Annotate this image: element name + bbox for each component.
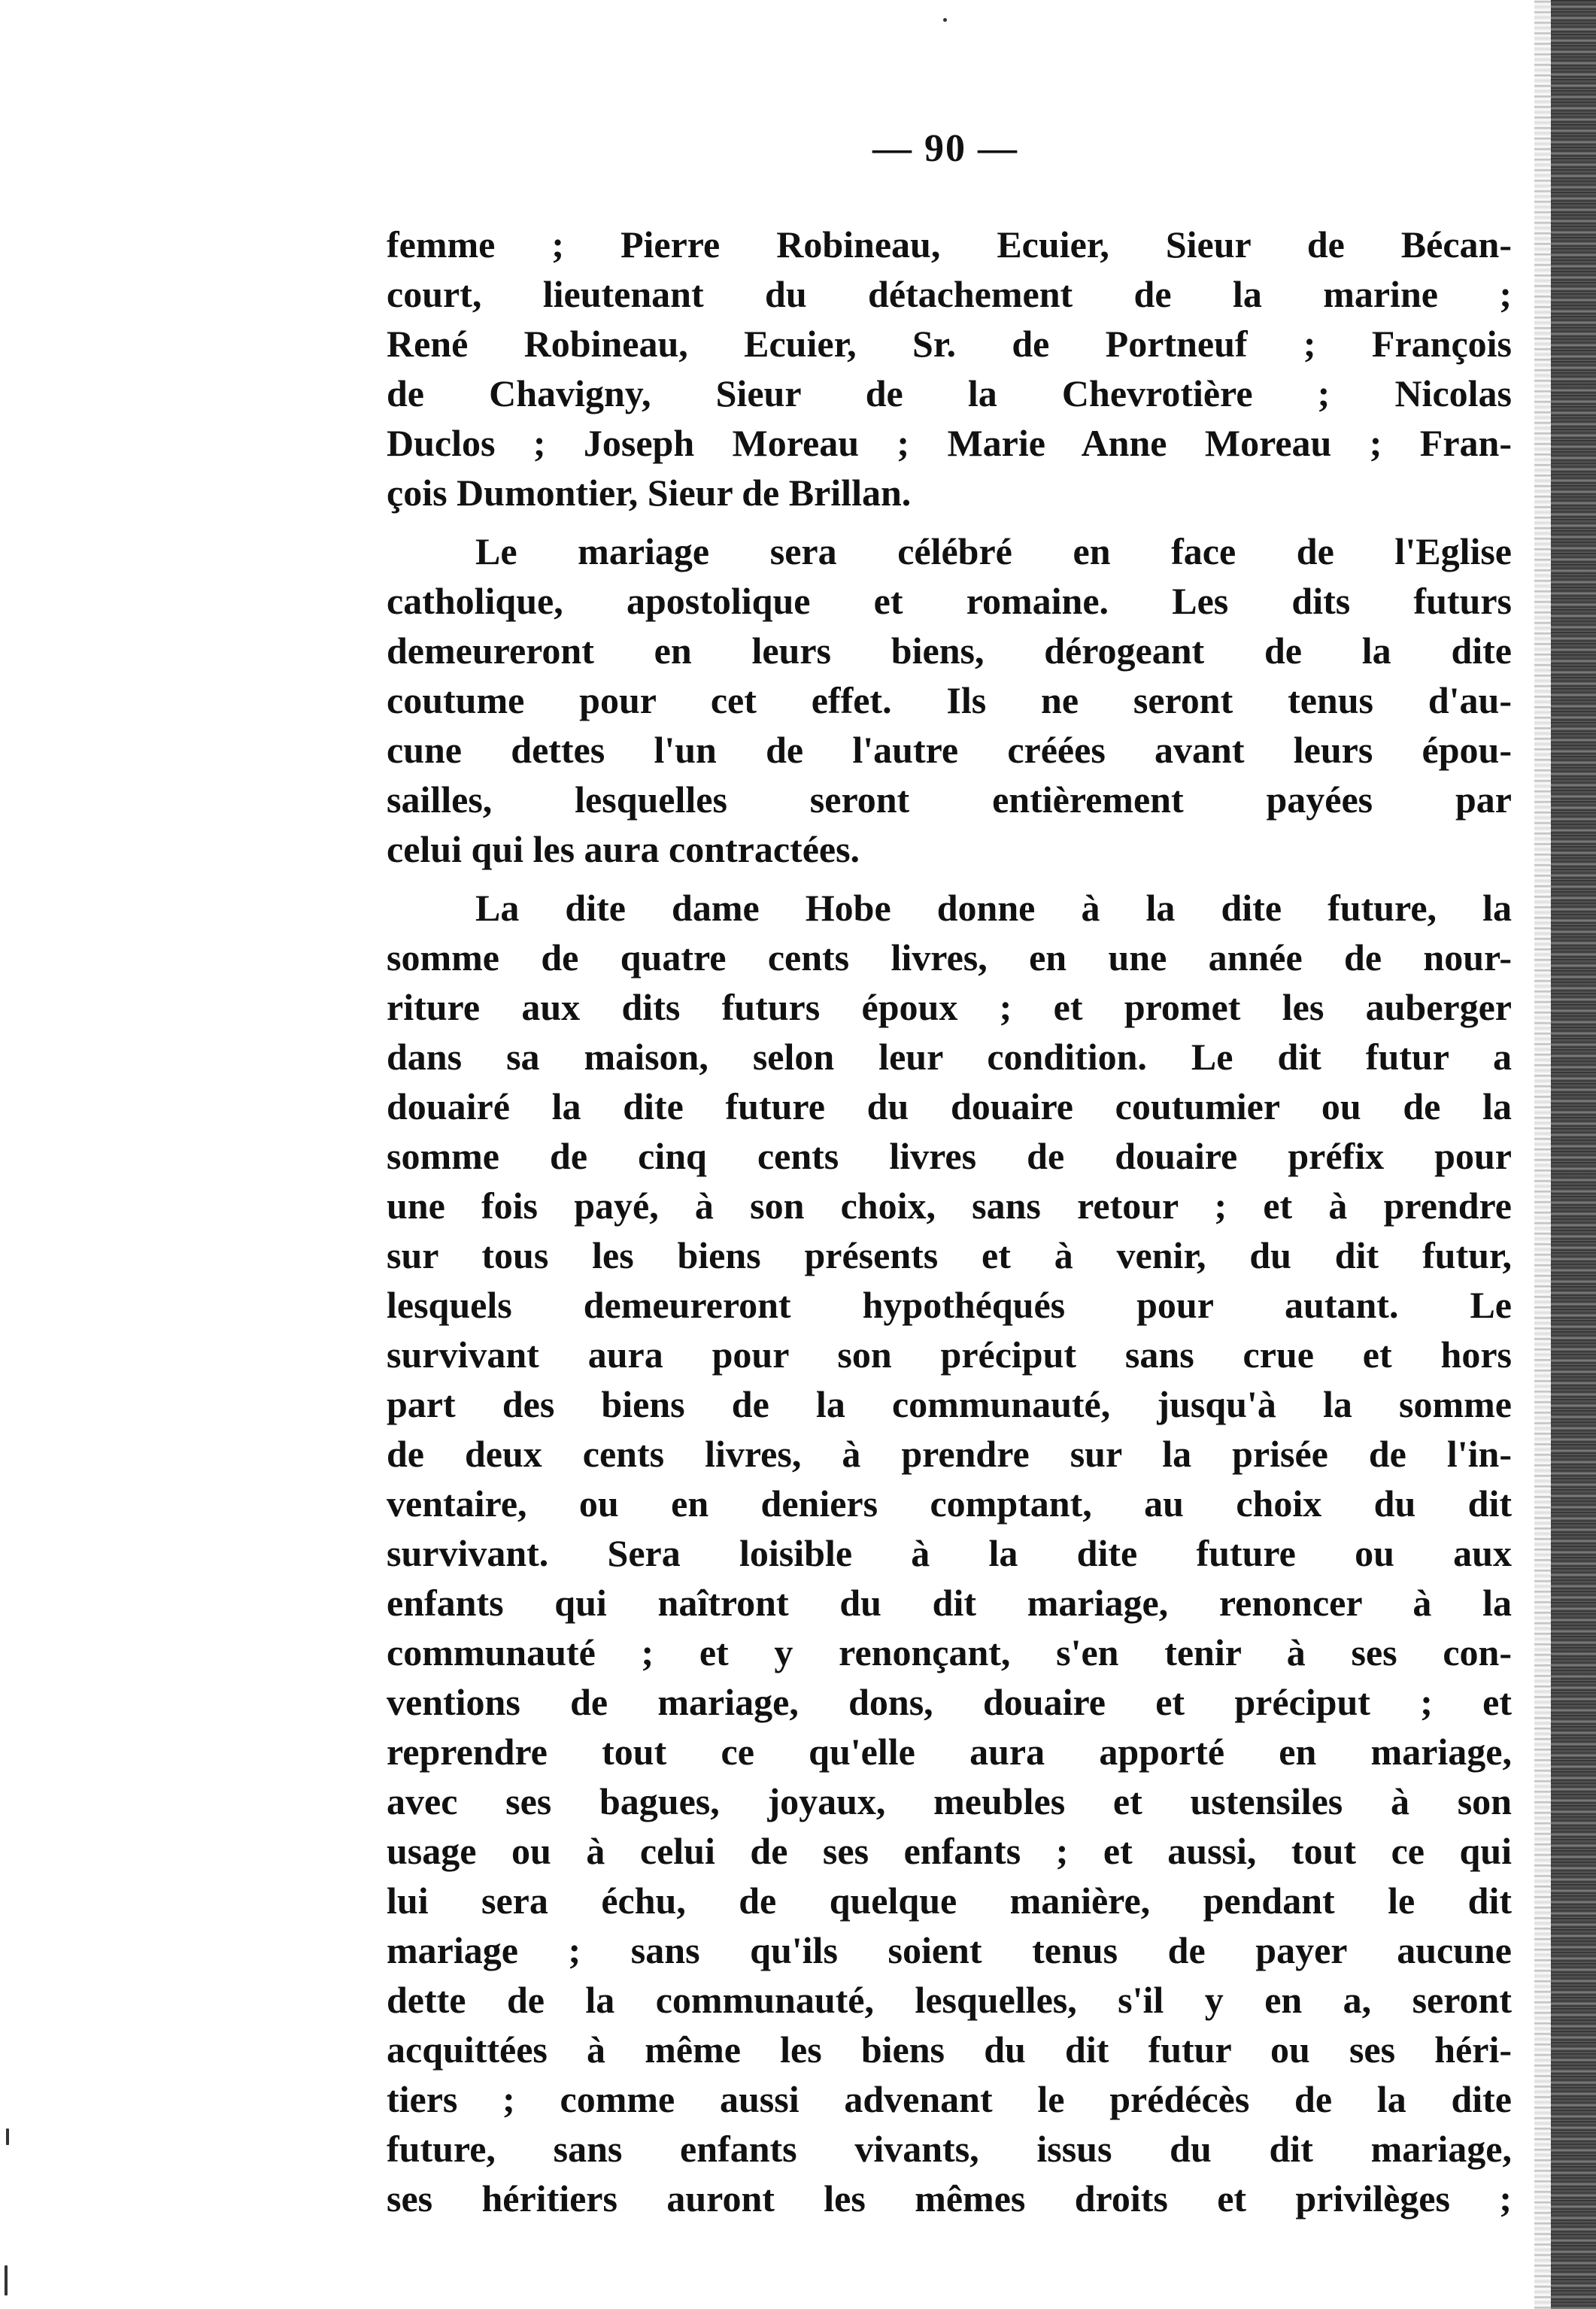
text-line: riture aux dits futurs époux ; et promet les auberger	[387, 986, 1512, 1028]
paragraph-3	[387, 883, 1512, 2223]
text-line: douairé la dite future du douaire coutumier ou de la	[387, 1085, 1512, 1127]
text-line: dans sa maison, selon leur condition. Le dit futur a	[387, 1036, 1512, 1078]
text-line: ses héritiers auront les mêmes droits et privilèges ;	[387, 2177, 1512, 2219]
text-line: La dite dame Hobe donne à la dite future, la	[475, 887, 1512, 929]
text-line: Duclos ; Joseph Moreau ; Marie Anne Moreau ; Fran-	[387, 422, 1512, 464]
paragraph-1	[387, 220, 1512, 517]
page-number: — 90 —	[872, 127, 1018, 170]
text-line: çois Dumontier, Sieur de Brillan.	[387, 472, 912, 514]
text-line: coutume pour cet effet. Ils ne seront tenus d'au-	[387, 679, 1512, 721]
scan-speck	[5, 2265, 8, 2295]
text-line: acquittées à même les biens du dit futur ou ses héri-	[387, 2028, 1512, 2071]
text-line: lesquels demeureront hypothéqués pour autant. Le	[387, 1284, 1512, 1326]
text-line: reprendre tout ce qu'elle aura apporté en mariage,	[387, 1731, 1512, 1773]
scan-edge-shadow	[1534, 0, 1552, 2309]
scan-speck	[943, 18, 947, 22]
text-line: de deux cents livres, à prendre sur la prisée de l'in-	[387, 1433, 1512, 1475]
text-line: dette de la communauté, lesquelles, s'il y en a, seront	[387, 1979, 1512, 2021]
text-line: de Chavigny, Sieur de la Chevrotière ; Nicolas	[387, 372, 1512, 414]
text-line: demeureront en leurs biens, dérogeant de la dite	[387, 630, 1512, 672]
text-line: enfants qui naîtront du dit mariage, renoncer à la	[387, 1582, 1512, 1624]
text-line: celui qui les aura contractées.	[387, 828, 860, 870]
paragraph-2	[387, 526, 1512, 874]
text-line: sur tous les biens présents et à venir, du dit futur,	[387, 1234, 1512, 1276]
text-line: cune dettes l'un de l'autre créées avant leurs épou-	[387, 729, 1512, 771]
scan-speck	[6, 2128, 9, 2145]
text-line: part des biens de la communauté, jusqu'à la somme	[387, 1383, 1512, 1425]
text-line: survivant aura pour son préciput sans crue et hors	[387, 1334, 1512, 1376]
text-line: sailles, lesquelles seront entièrement payées par	[387, 778, 1512, 821]
text-line: somme de cinq cents livres de douaire préfix pour	[387, 1135, 1512, 1177]
text-line: René Robineau, Ecuier, Sr. de Portneuf ; François	[387, 323, 1512, 365]
text-line: somme de quatre cents livres, en une année de nour-	[387, 936, 1512, 979]
text-line: ventaire, ou en deniers comptant, au choix du dit	[387, 1482, 1512, 1525]
text-line: femme ; Pierre Robineau, Ecuier, Sieur de Bécan-	[387, 223, 1512, 265]
text-line: ventions de mariage, dons, douaire et préciput ; et	[387, 1681, 1512, 1723]
text-line: tiers ; comme aussi advenant le prédécès de la dite	[387, 2078, 1512, 2120]
text-line: lui sera échu, de quelque manière, pendant le dit	[387, 1880, 1512, 1922]
text-line: Le mariage sera célébré en face de l'Eglise	[475, 530, 1512, 572]
text-line: avec ses bagues, joyaux, meubles et ustensiles à son	[387, 1780, 1512, 1822]
text-line: survivant. Sera loisible à la dite future ou aux	[387, 1532, 1512, 1574]
text-line: communauté ; et y renonçant, s'en tenir à ses con-	[387, 1631, 1512, 1673]
text-line: catholique, apostolique et romaine. Les dits futurs	[387, 580, 1512, 622]
text-line: mariage ; sans qu'ils soient tenus de payer aucune	[387, 1929, 1512, 1971]
body-text	[387, 220, 1512, 2223]
scan-binding-edge	[1551, 0, 1596, 2309]
text-line: future, sans enfants vivants, issus du dit mariage,	[387, 2128, 1512, 2170]
text-line: usage ou à celui de ses enfants ; et aussi, tout ce qui	[387, 1830, 1512, 1872]
text-line: court, lieutenant du détachement de la marine ;	[387, 273, 1512, 315]
text-line: une fois payé, à son choix, sans retour ; et à prendre	[387, 1185, 1512, 1227]
